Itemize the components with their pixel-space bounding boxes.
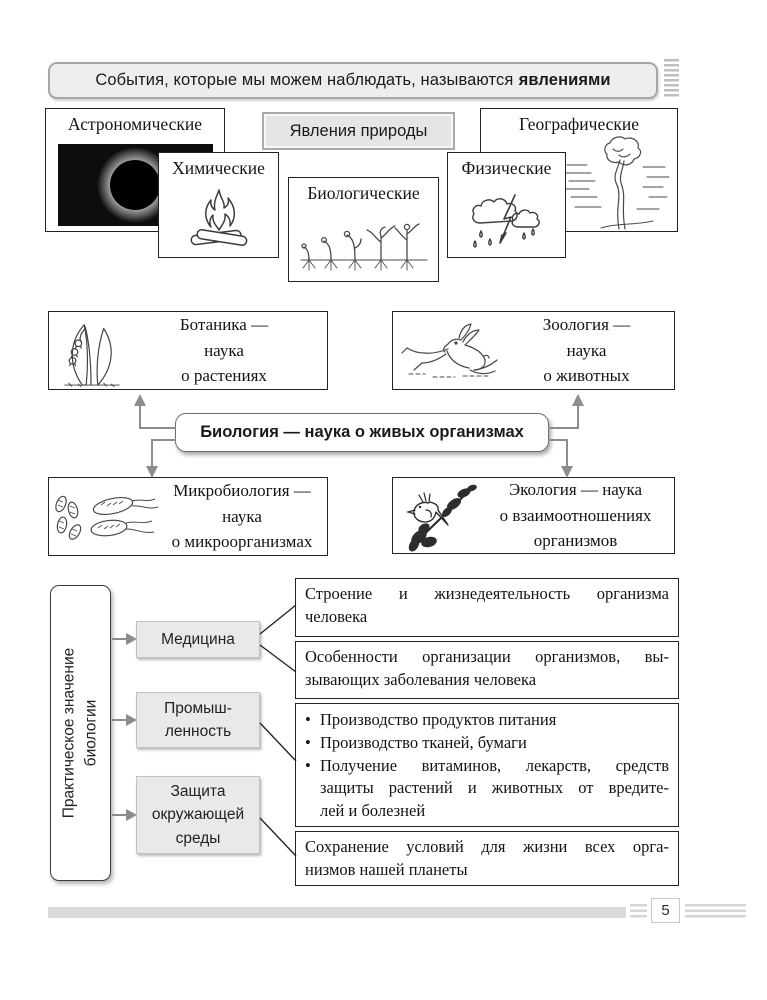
outcome-text-line: низмов нашей планеты [305,859,468,879]
science-text-line: наука [222,506,262,526]
outcome-box-medicine-1 [295,578,679,637]
science-text [135,312,327,389]
phenomenon-box-physical [447,152,566,258]
category-label: Промыш- [164,699,232,717]
category-label: Защита [170,783,226,801]
science-text-line: о растениях [181,366,267,386]
science-box-zoology [392,311,675,390]
bullet-item [305,732,669,755]
bullet-glyph: • [305,710,311,729]
category-label: среды [175,829,221,847]
decorative-stripes-top-right [664,59,679,97]
science-text [513,312,674,389]
science-text-line: Зоология — [542,315,631,335]
outcome-text-line: Строение и жизнедеятельность организма [305,584,669,603]
bullet-text-line: Производство продуктов питания [320,710,557,729]
science-text-line: Ботаника — [179,315,269,335]
science-text [171,478,327,555]
outcome-text-line: зывающих заболевания человека [305,669,537,689]
definition-banner [48,62,658,99]
science-text-line: о взаимоотношениях [499,505,652,525]
phenomenon-label: Географические [518,114,640,134]
bullet-item [305,755,669,823]
category-box-environment [136,776,260,854]
outcome-box-environment [295,831,679,886]
banner-text: События, которые мы можем наблюдать, называются [95,71,514,89]
page-number [651,898,680,923]
category-box-medicine [136,621,260,658]
bacteria-icon [49,490,171,544]
category-label: ленность [164,723,232,740]
science-text-line: о микроорганизмах [171,532,313,552]
science-box-ecology [392,477,675,554]
banner-term: явлениями [518,71,611,89]
bullet-text-line: Получение витаминов, лекарств, средств [320,755,669,775]
practical-significance-title [58,588,103,878]
biology-definition-box [175,413,549,452]
phenomenon-label: Химические [172,158,265,178]
category-box-industry [136,692,260,748]
lily-of-the-valley-icon [49,315,135,387]
bullet-glyph: • [305,755,311,775]
biology-definition-text: Биология — наука о живых организмах [200,423,524,441]
outcome-box-medicine-2 [295,641,679,699]
phenomenon-label: Физические [461,158,552,178]
phenomenon-label: Биологические [307,183,420,203]
running-hare-icon [393,321,513,381]
science-text-line: организмов [533,531,618,551]
bullet-glyph: • [305,732,311,752]
nature-phenomena-text: Явления природы [289,121,428,140]
bullet-text-line: Производство тканей, бумаги [320,732,527,752]
outcome-text-line: Сохранение условий для жизни всех орга- [305,837,669,856]
practical-significance-box [50,585,111,881]
science-text-line: наука [566,340,607,360]
science-text-line: о животных [543,366,630,386]
phenomenon-box-chemical [158,152,279,258]
bird-on-branch-icon [393,480,491,552]
outcome-text-line: Особенности организации организмов, вы- [305,647,669,666]
phenomenon-box-biological [288,177,439,282]
phenomena-center-label [262,112,455,150]
science-text [491,477,674,554]
decorative-stripes-footer-right [685,904,746,920]
phenomenon-label: Астрономические [68,114,202,134]
science-box-microbiology [48,477,328,556]
outcome-box-industry [295,703,679,827]
science-text-line: Микробиология — [173,481,311,501]
bullet-item [305,709,669,732]
science-text-line: Экология — наука [508,480,643,500]
page-number-text: 5 [661,902,670,919]
bullet-text-line: лей и болезней [320,801,426,821]
footer-bar [48,907,626,918]
vertical-title-line: биологии [82,699,100,767]
category-label: Медицина [161,630,235,648]
science-box-botany [48,311,328,390]
vertical-title-line: Практическое значение [60,647,78,819]
science-text-line: наука [204,340,244,360]
decorative-stripes-footer-left [630,904,647,920]
outcome-text-line: человека [305,606,368,626]
bullet-text-line: защиты растений и животных от вредите- [320,778,669,798]
category-label: окружающей [151,806,245,824]
